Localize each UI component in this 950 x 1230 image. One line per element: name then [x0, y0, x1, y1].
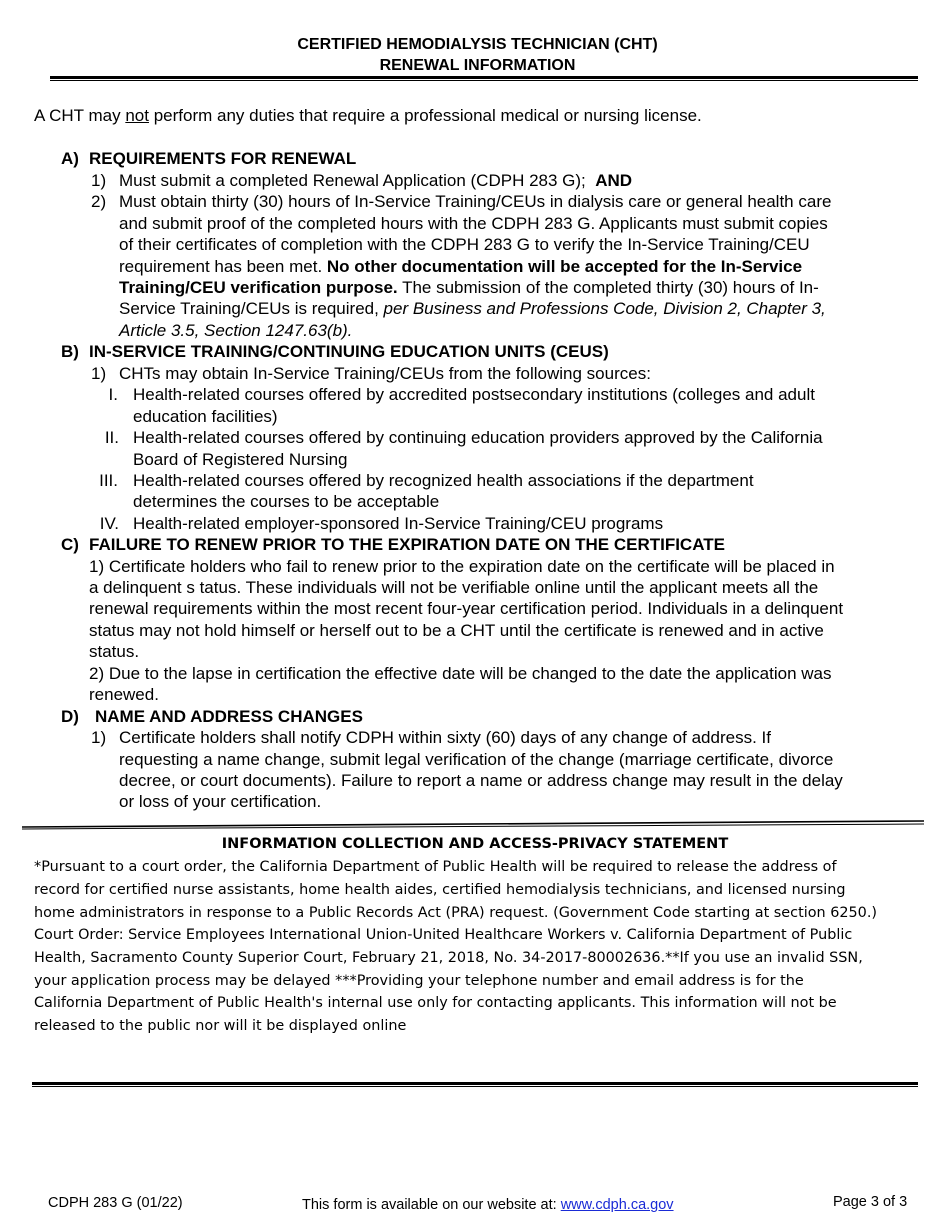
- source-item: determines the courses to be acceptable: [133, 492, 440, 511]
- requirement-line: of their certificates of completion with the CDPH 283 G to verify the In-Service Training/CEU: [119, 235, 810, 254]
- requirement-item: Must submit a completed Renewal Application (CDPH 283 G); AND: [119, 171, 633, 190]
- training-intro: CHTs may obtain In-Service Training/CEUs from the following sources:: [119, 364, 651, 383]
- section-b-letter: B): [61, 342, 79, 361]
- section-c-line: 1) Certificate holders who fail to renew prior to the expiration date on the certificate will be placed in: [89, 557, 835, 576]
- section-b-heading: IN-SERVICE TRAINING/CONTINUING EDUCATION UNITS (CEUS): [89, 342, 609, 361]
- privacy-line: record for certified nurse assistants, home health aides, certified hemodialysis technicians, and licensed nursing: [34, 882, 846, 898]
- section-d-line: Certificate holders shall notify CDPH within sixty (60) days of any change of address. If: [119, 728, 771, 747]
- requirement-line: and submit proof of the completed hours with the CDPH 283 G. Applicants must submit copies: [119, 214, 828, 233]
- source-item: Health-related employer-sponsored In-Service Training/CEU programs: [133, 514, 664, 533]
- section-c-line: a delinquent s tatus. These individuals will not be verifiable online until the applicant meets all the: [89, 578, 819, 597]
- section-d-letter: D): [61, 707, 79, 726]
- footer-rule: [32, 1082, 918, 1087]
- section-c-letter: C): [61, 535, 79, 554]
- item-number: 1): [91, 728, 107, 747]
- section-d-line: or loss of your certification.: [119, 792, 322, 811]
- privacy-line: Health, Sacramento County Superior Court, February 21, 2018, No. 34-2017-80002636.**If you use an invalid SSN,: [34, 950, 863, 966]
- website-note: This form is available on our website at: www.cdph.ca.gov: [302, 1197, 674, 1213]
- source-item: education facilities): [133, 407, 278, 426]
- privacy-divider: [20, 818, 926, 830]
- requirement-line: requirement has been met. No other documentation will be accepted for the In-Service: [119, 257, 803, 276]
- requirement-line: Must obtain thirty (30) hours of In-Service Training/CEUs in dialysis care or general health care: [119, 192, 832, 211]
- item-number: 1): [91, 364, 107, 383]
- section-c-line: status may not hold himself or herself out to be a CHT until the certificate is renewed and in active: [89, 621, 824, 640]
- item-number: 1): [91, 171, 107, 190]
- section-c-line: renewed.: [89, 685, 159, 704]
- section-d-heading: NAME AND ADDRESS CHANGES: [95, 707, 363, 726]
- privacy-title: INFORMATION COLLECTION AND ACCESS-PRIVACY STATEMENT: [221, 836, 729, 852]
- website-link[interactable]: www.cdph.ca.gov: [560, 1197, 674, 1213]
- page-subtitle: RENEWAL INFORMATION: [379, 57, 576, 74]
- source-item: Health-related courses offered by continuing education providers approved by the California: [133, 428, 823, 447]
- item-number: 2): [91, 192, 107, 211]
- privacy-line: *Pursuant to a court order, the California Department of Public Health will be required to release the address of: [34, 859, 837, 875]
- page-number: Page 3 of 3: [833, 1194, 908, 1210]
- requirement-line: Article 3.5, Section 1247.63(b).: [119, 321, 353, 340]
- roman-numeral: IV.: [99, 514, 119, 533]
- roman-numeral: III.: [99, 471, 118, 490]
- intro-text: A CHT may not perform any duties that require a professional medical or nursing license.: [34, 106, 702, 125]
- section-c-line: 2) Due to the lapse in certification the effective date will be changed to the date the application was: [89, 664, 832, 683]
- requirement-line: Training/CEU verification purpose. The submission of the completed thirty (30) hours of In-: [119, 278, 819, 297]
- form-id: CDPH 283 G (01/22): [48, 1195, 183, 1211]
- roman-numeral: I.: [108, 385, 118, 404]
- roman-numeral: II.: [104, 428, 119, 447]
- source-item: Health-related courses offered by accredited postsecondary institutions (colleges and adult: [133, 385, 815, 404]
- header-rule: [50, 76, 918, 81]
- section-c-line: renewal requirements within the most recent four-year certification period. Individuals in a delinquent: [89, 599, 844, 618]
- privacy-line: California Department of Public Health's internal use only for contacting applicants. This information will not be: [34, 995, 837, 1011]
- section-d-line: requesting a name change, submit legal verification of the change (marriage certificate, divorce: [119, 750, 834, 769]
- section-c-line: status.: [89, 642, 140, 661]
- source-item: Health-related courses offered by recognized health associations if the department: [133, 471, 754, 490]
- privacy-line: your application process may be delayed ***Providing your telephone number and email address is for the: [34, 973, 804, 989]
- section-a-letter: A): [61, 149, 79, 168]
- privacy-line: Court Order: Service Employees International Union-United Healthcare Workers v. California Department of Public: [34, 927, 853, 943]
- privacy-line: home administrators in response to a Public Records Act (PRA) request. (Government Code starting at section 6250.): [34, 905, 878, 921]
- section-d-line: decree, or court documents). Failure to report a name or address change may result in the delay: [119, 771, 843, 790]
- section-a-heading: REQUIREMENTS FOR RENEWAL: [89, 149, 357, 168]
- requirement-line: Service Training/CEUs is required, per Business and Professions Code, Division 2, Chapter 3,: [119, 299, 826, 318]
- source-item: Board of Registered Nursing: [133, 450, 348, 469]
- page-title: CERTIFIED HEMODIALYSIS TECHNICIAN (CHT): [297, 36, 658, 53]
- privacy-line: released to the public nor will it be displayed online: [34, 1018, 407, 1034]
- section-c-heading: FAILURE TO RENEW PRIOR TO THE EXPIRATION DATE ON THE CERTIFICATE: [89, 535, 725, 554]
